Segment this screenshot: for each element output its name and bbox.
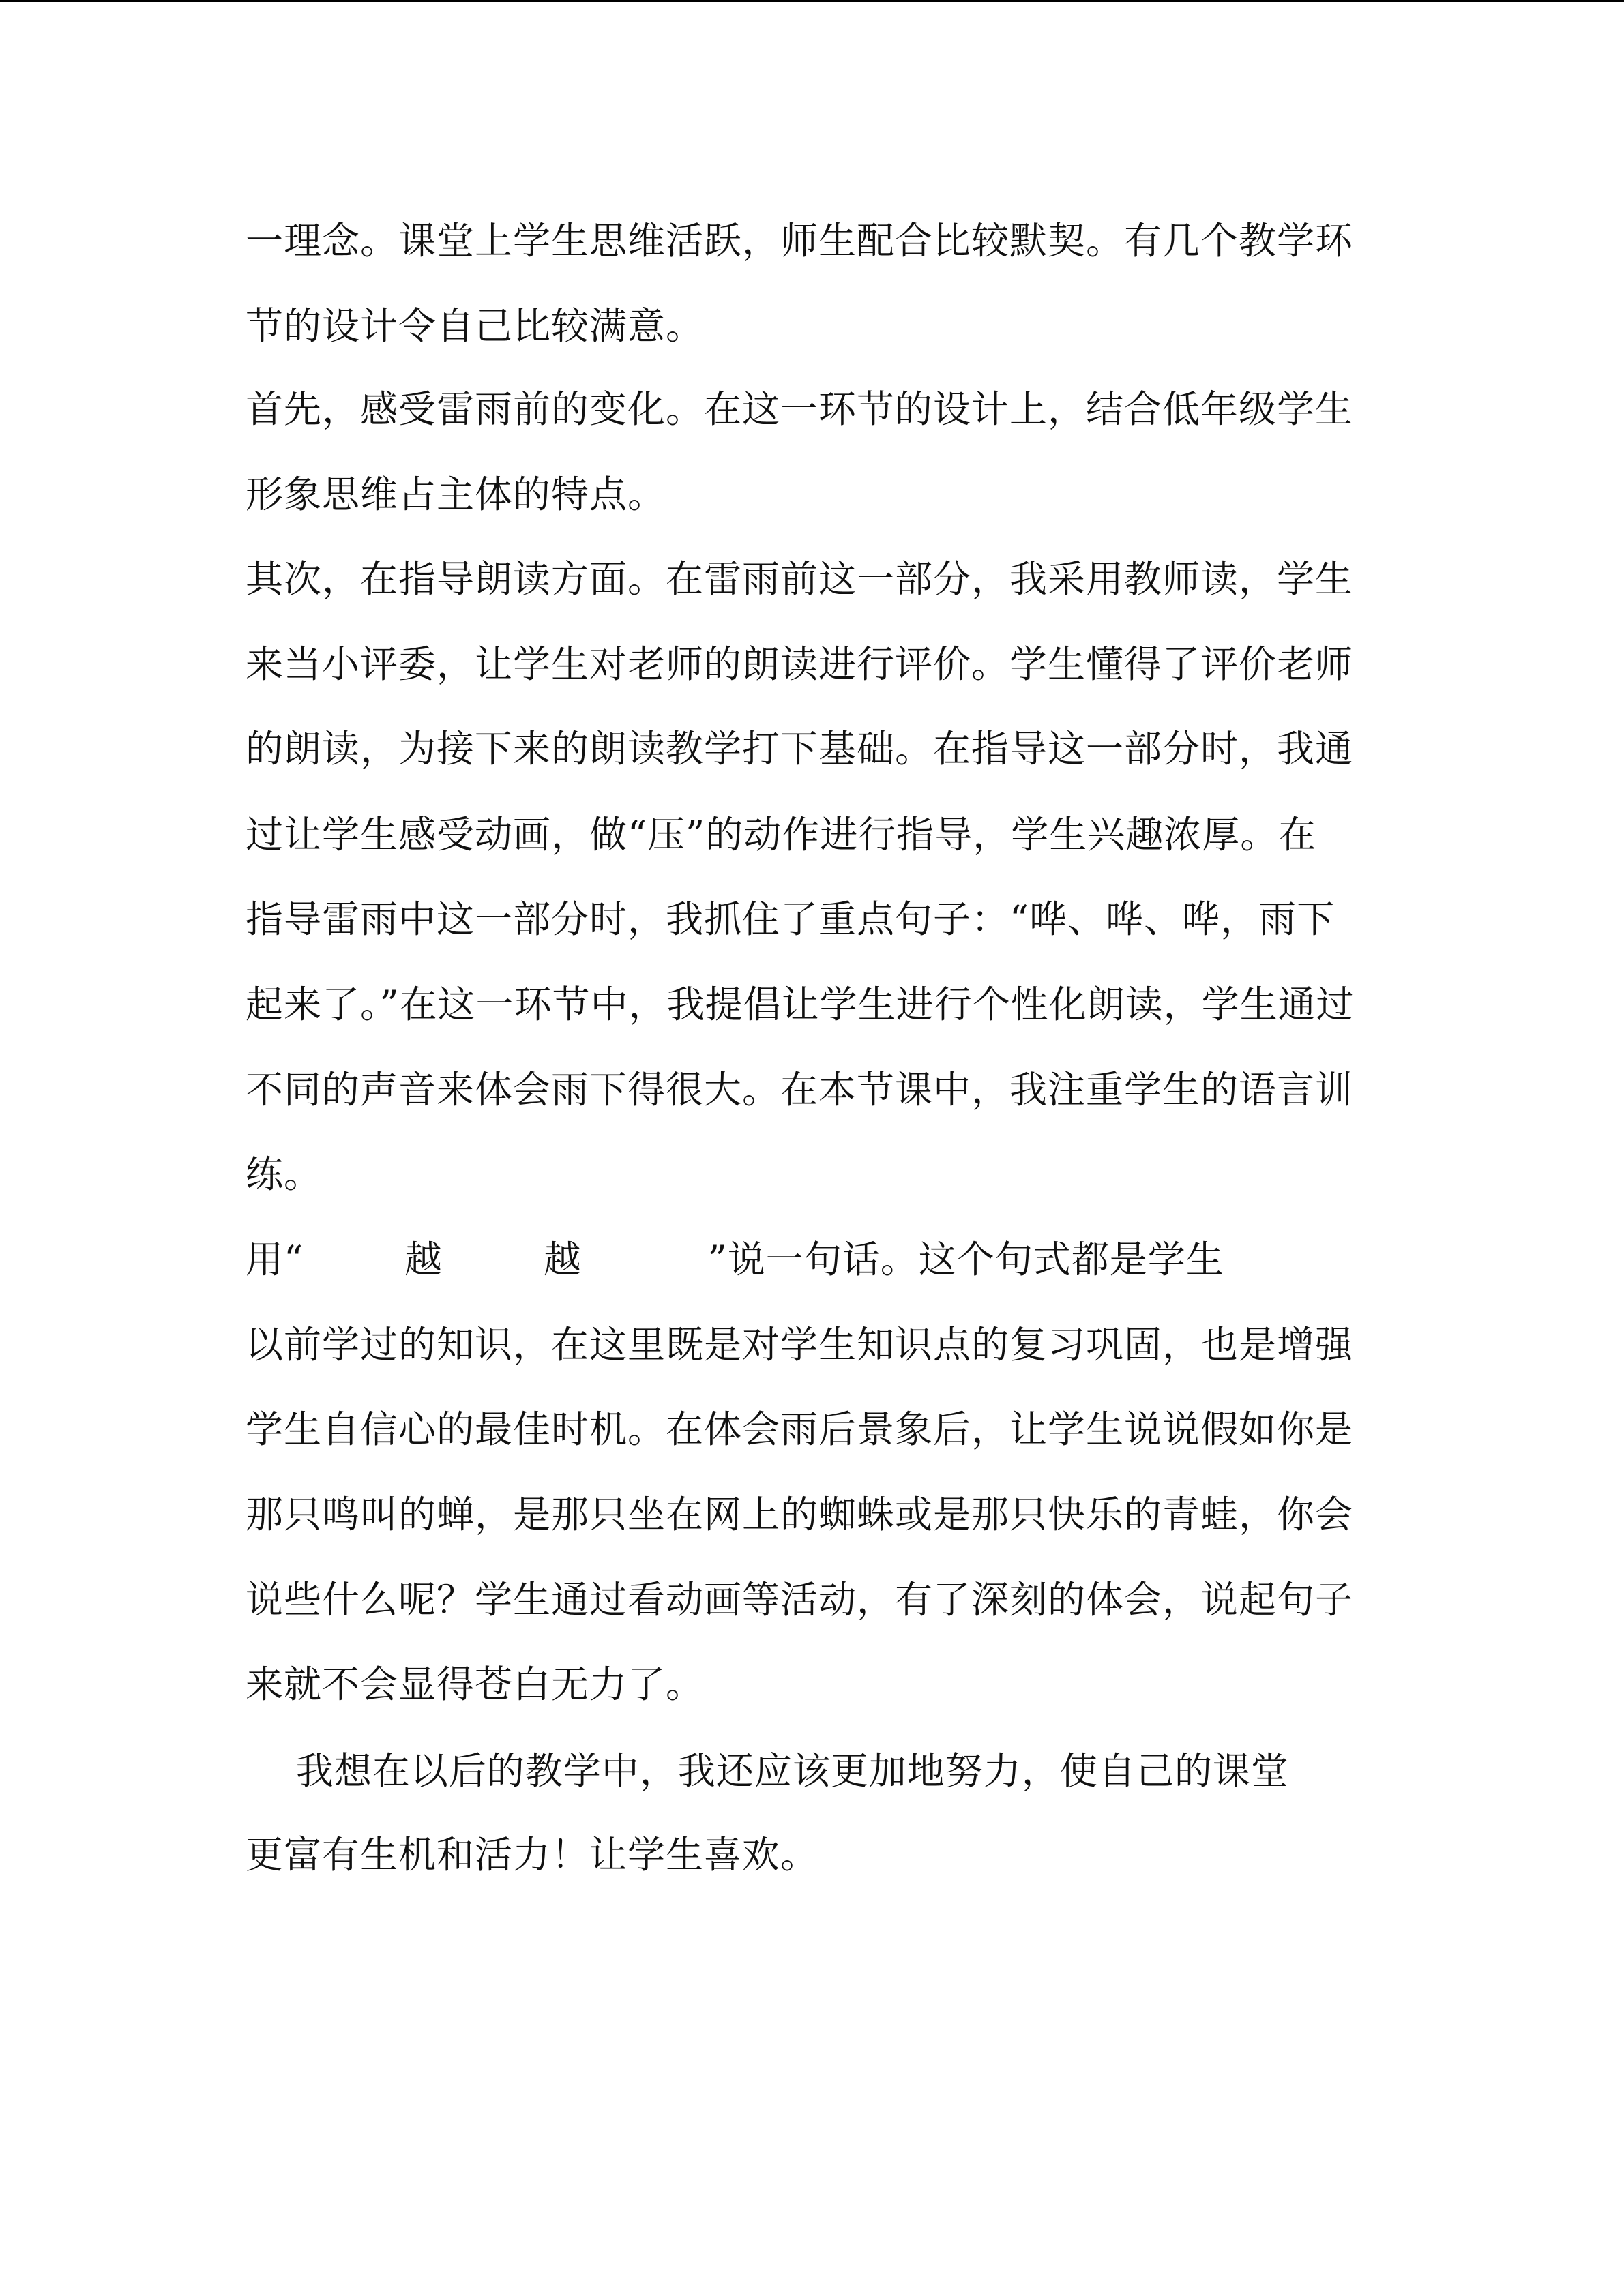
text-line: 以前学过的知识，在这里既是对学生知识点的复习巩固，也是增强 xyxy=(246,1323,1354,1367)
text-line: 形象思维占主体的特点。 xyxy=(246,473,666,516)
text-line: 起来了。”在这一环节中，我提倡让学生进行个性化朗读，学生通过 xyxy=(246,983,1355,1026)
page-top-border xyxy=(0,0,1624,2)
text-line: 不同的声音来体会雨下得很大。在本节课中，我注重学生的语言训 xyxy=(246,1068,1354,1112)
text-line: 节的设计令自己比较满意。 xyxy=(246,304,705,348)
text-line: 来当小评委，让学生对老师的朗读进行评价。学生懂得了评价老师 xyxy=(246,642,1354,686)
text-line: 来就不会显得苍白无力了。 xyxy=(246,1663,705,1706)
text-line: 说些什么呢？学生通过看动画等活动，有了深刻的体会，说起句子 xyxy=(246,1578,1354,1622)
text-line: 一理念。课堂上学生思维活跃，师生配合比较默契。有几个教学环 xyxy=(246,219,1354,263)
text-line: 其次，在指导朗读方面。在雷雨前这一部分，我采用教师读，学生 xyxy=(246,557,1354,601)
text-line: 更富有生机和活力！让学生喜欢。 xyxy=(246,1833,819,1877)
text-line: 那只鸣叫的蝉，是那只坐在网上的蜘蛛或是那只快乐的青蛙，你会 xyxy=(246,1493,1354,1536)
text-line: 的朗读，为接下来的朗读教学打下基础。在指导这一部分时，我通 xyxy=(246,727,1354,771)
text-line: 我想在以后的教学中，我还应该更加地努力，使自己的课堂 xyxy=(246,1749,1289,1793)
text-line: 指导雷雨中这一部分时，我抓住了重点句子：“哗、哗、哗，雨下 xyxy=(246,897,1335,941)
text-line: 首先，感受雷雨前的变化。在这一环节的设计上，结合低年级学生 xyxy=(246,387,1354,431)
text-line: 练。 xyxy=(246,1152,323,1196)
text-line: 过让学生感受动画，做“压”的动作进行指导，学生兴趣浓厚。在 xyxy=(246,813,1317,856)
text-line: 用“ 越 越 ”说一句话。这个句式都是学生 xyxy=(246,1238,1224,1281)
text-line: 学生自信心的最佳时机。在体会雨后景象后，让学生说说假如你是 xyxy=(246,1407,1354,1451)
